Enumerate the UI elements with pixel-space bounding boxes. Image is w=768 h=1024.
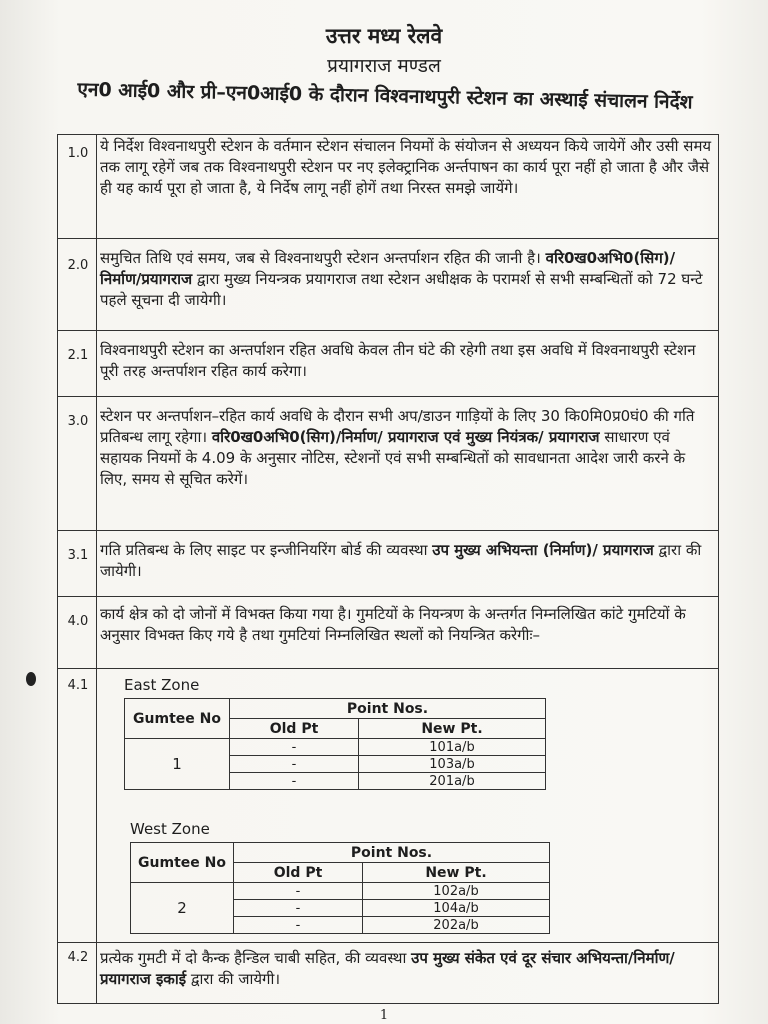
- new-pt-cell: 102a/b: [363, 883, 550, 900]
- old-pt-cell: -: [230, 756, 359, 773]
- row-separator: [57, 530, 719, 531]
- old-pt-cell: -: [234, 900, 363, 917]
- section-number: 3.0: [67, 414, 89, 429]
- section-text-part: द्वारा की जायेगी।: [186, 970, 281, 988]
- point-nos-header: Point Nos.: [234, 843, 550, 863]
- org-title: उत्तर मध्य रेलवे: [325, 24, 443, 48]
- section-bold-text: उप मुख्य संकेत एवं दूर संचार अभियन्ता/निर्माण/ प्रयागराज इकाई: [100, 949, 675, 988]
- gumtee-number: 2: [131, 883, 234, 934]
- new-pt-cell: 103a/b: [359, 756, 546, 773]
- west-zone-table: [130, 842, 550, 934]
- division-title: प्रयागराज मण्डल: [327, 55, 441, 77]
- row-separator: [57, 668, 719, 669]
- section-text-part: गति प्रतिबन्ध के लिए साइट पर इन्जीनियरिंग बोर्ड की व्यवस्था: [100, 541, 433, 559]
- section-bold-text: उप मुख्य अभियन्ता (निर्माण)/ प्रयागराज: [432, 541, 654, 559]
- page-number: 1: [379, 1008, 389, 1023]
- section-text-part: प्रत्येक गुमटी में दो कैन्क हैन्डिल चाबी सहित, की व्यवस्था: [100, 949, 412, 967]
- section-4-2-text: [100, 948, 716, 990]
- new-pt-cell: 101a/b: [359, 739, 546, 756]
- gumtee-number: 1: [125, 739, 230, 790]
- section-number: 4.0: [67, 614, 89, 629]
- east-zone-label: East Zone: [124, 676, 200, 694]
- new-pt-header: New Pt.: [363, 863, 550, 883]
- section-text-part: द्वारा की जायेगी।: [100, 541, 702, 580]
- gumtee-header: Gumtee No: [131, 843, 234, 883]
- section-2-0-text: [100, 248, 716, 311]
- row-separator: [57, 330, 719, 331]
- number-column-divider: [96, 134, 97, 1004]
- row-separator: [57, 942, 719, 943]
- row-separator: [57, 396, 719, 397]
- old-pt-header: Old Pt: [230, 719, 359, 739]
- section-4-0-text: कार्य क्षेत्र को दो जोनों में विभक्त किया गया है। गुमटियों के नियन्त्रण के अन्तर्गत निम्नलिखित कांटे गुमटियों के अनुसार विभक्त किए गये है तथा गुमटियां निम्नलिखित स्थलों को नियन्त्रित करेगीः–: [100, 605, 686, 644]
- section-3-1-text: [100, 540, 716, 582]
- section-bold-text: वरि0ख0अभि0(सिग)/निर्माण/प्रयागराज: [100, 249, 676, 288]
- section-number: 1.0: [67, 146, 89, 161]
- punch-hole-mark: [26, 672, 36, 686]
- old-pt-cell: -: [234, 917, 363, 934]
- old-pt-cell: -: [230, 773, 359, 790]
- section-text-part: स्टेशन पर अन्तर्पाशन–रहित कार्य अवधि के दौरान सभी अप/डाउन गाड़ियों के लिए 30 कि0मि0प्र0घं0 की गति प्रतिबन्ध लागू रहेगा।: [100, 407, 695, 446]
- east-zone-table: [124, 698, 546, 790]
- row-separator: [57, 238, 719, 239]
- section-number: 2.1: [67, 348, 89, 363]
- section-3-0-text: [100, 406, 716, 490]
- section-text-part: समुचित तिथि एवं समय, जब से विश्वनाथपुरी स्टेशन अन्तर्पाशन रहित की जानी है।: [100, 249, 541, 267]
- old-pt-cell: -: [234, 883, 363, 900]
- new-pt-header: New Pt.: [359, 719, 546, 739]
- old-pt-header: Old Pt: [234, 863, 363, 883]
- section-number: 2.0: [67, 258, 89, 273]
- row-separator: [57, 596, 719, 597]
- gumtee-header: Gumtee No: [125, 699, 230, 739]
- new-pt-cell: 202a/b: [363, 917, 550, 934]
- new-pt-cell: 201a/b: [359, 773, 546, 790]
- section-text-part: द्वारा मुख्य नियन्त्रक प्रयागराज तथा स्टेशन अधीक्षक के परामर्श से सभी सम्बन्धितों को 72 घन्टे पहले सूचना दी जायेगी।: [100, 270, 703, 309]
- section-text-part: साधारण एवं सहायक नियमों के 4.09 के अनुसार नोटिस, स्टेशनों एवं सभी सम्बन्धितों को सावधानता आदेश जारी करने के लिए, समय से सूचित करेगें।: [100, 428, 686, 488]
- section-2-1-text: विश्वनाथपुरी स्टेशन का अन्तर्पाशन रहित अवधि केवल तीन घंटे की रहेगी तथा इस अवधि में विश्वनाथपुरी स्टेशन पूरी तरह अन्तर्पाशन रहित कार्य करेगा।: [100, 341, 696, 380]
- document-title: एन0 आई0 और प्री–एन0आई0 के दौरान विश्वनाथपुरी स्टेशन का अस्थाई संचालन निर्देश: [77, 78, 693, 114]
- point-nos-header: Point Nos.: [230, 699, 546, 719]
- section-number: 3.1: [67, 548, 89, 563]
- old-pt-cell: -: [230, 739, 359, 756]
- west-zone-label: West Zone: [130, 820, 210, 838]
- section-number: 4.2: [67, 950, 89, 965]
- section-number: 4.1: [67, 678, 89, 693]
- new-pt-cell: 104a/b: [363, 900, 550, 917]
- section-1-0-text: ये निर्देश विश्वनाथपुरी स्टेशन के वर्तमान स्टेशन संचालन नियमों के संयोजन से अध्ययन किये जायेगें और उसी समय तक लागू रहेगें जब तक विश्वनाथपुरी स्टेशन पर नए इलेक्ट्रानिक अर्न्तपाषन का कार्य पूरा नहीं हो जाता है और जैसे ही यह कार्य पूरा हो जाता है, ये निर्देष लागू नहीं होगें तथा निरस्त समझे जायेंगे।: [100, 137, 712, 197]
- section-bold-text: वरि0ख0अभि0(सिग)/निर्माण/ प्रयागराज एवं मुख्य नियंत्रक/ प्रयागराज: [211, 428, 600, 446]
